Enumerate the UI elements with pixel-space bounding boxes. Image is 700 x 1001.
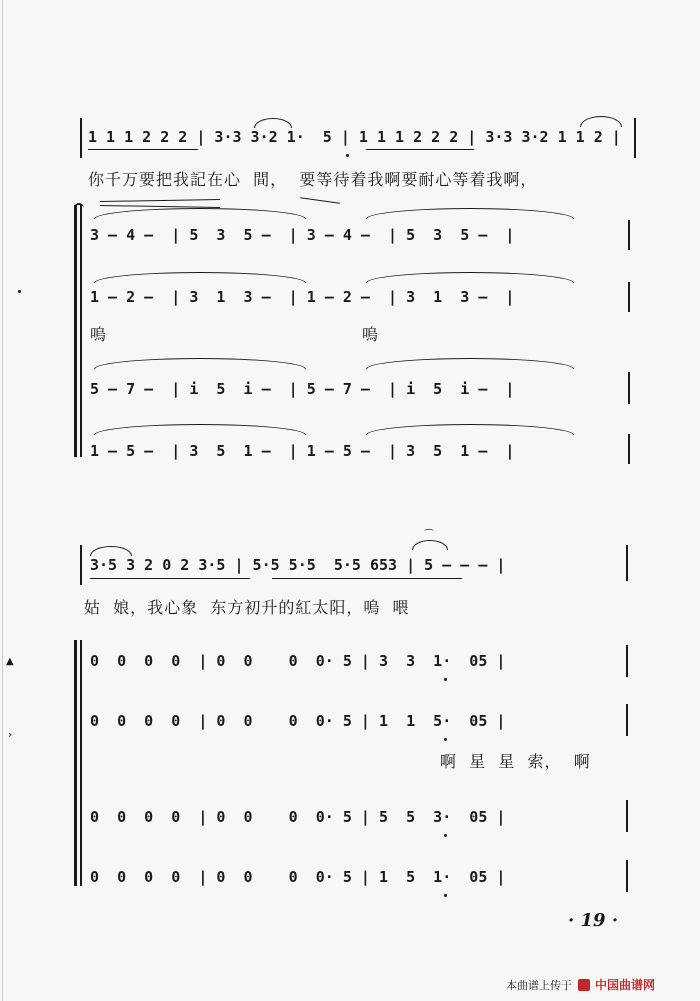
barline	[626, 645, 628, 677]
voice-2-lyric-b: 嗚	[362, 325, 380, 344]
octave-dot	[444, 678, 447, 681]
decrescendo-mark	[300, 197, 340, 204]
voice-1-line: 0 0 0 0 | 0 0 0 0· 5 | 3 3 1· 05 |	[90, 652, 506, 670]
barline	[626, 545, 628, 581]
voice-2-lyric: 啊 星 星 索， 啊	[440, 752, 591, 771]
slur-mark	[412, 540, 448, 550]
barline	[628, 372, 630, 404]
voice-2-line: 1 – 2 – | 3 1 3 – | 1 – 2 – | 3 1 3 – |	[90, 288, 515, 306]
octave-dot	[346, 154, 349, 157]
barline	[626, 704, 628, 736]
footer-text: 本曲谱上传于	[506, 979, 572, 992]
barline	[80, 545, 82, 585]
slur-mark	[94, 208, 306, 219]
underline-mark	[366, 149, 474, 150]
system-brace-hook	[74, 203, 84, 211]
page-number: · 19 ·	[568, 910, 619, 931]
melody-line-1: 1 1 1 2 2 2 | 3·3 3·2 1· 5 | 1 1 1 2 2 2 | 3·3 3·2 1 1 2 |	[88, 128, 621, 146]
system-bar	[80, 640, 82, 886]
margin-mark: ›	[8, 728, 13, 741]
margin-mark: ▲	[6, 656, 14, 667]
slur-mark	[366, 272, 574, 283]
barline	[626, 800, 628, 832]
voice-4-line: 1 – 5 – | 3 5 1 – | 1 – 5 – | 3 5 1 – |	[90, 442, 515, 460]
octave-dot	[444, 834, 447, 837]
voice-3-line: 5 – 7 – | i 5 i – | 5 – 7 – | i 5 i – |	[90, 380, 515, 398]
page-edge-line	[2, 0, 3, 1001]
melody-line-2: 3·5 3 2 0 2 3·5 | 5·5 5·5 5·5 653 | 5 – – – |	[90, 556, 506, 574]
voice-1-line: 3 – 4 – | 5 3 5 – | 3 – 4 – | 5 3 5 – |	[90, 226, 515, 244]
slur-mark	[366, 208, 574, 219]
underline-mark	[272, 578, 462, 579]
octave-dot	[444, 738, 447, 741]
barline	[634, 118, 636, 158]
barline	[80, 118, 82, 158]
barline	[628, 282, 630, 312]
underline-mark	[88, 149, 198, 150]
slur-mark	[94, 424, 306, 435]
voice-2-lyric-a: 嗚	[90, 325, 108, 344]
system-bar	[80, 205, 82, 457]
lyric-line-1: 你千万要把我記在心 間， 要等待着我啊要耐心等着我啊，	[88, 170, 538, 189]
barline	[628, 434, 630, 464]
crescendo-mark	[100, 199, 220, 202]
slur-mark	[580, 116, 622, 127]
slur-mark	[366, 424, 574, 435]
site-logo-icon	[578, 979, 590, 991]
system-brace	[74, 640, 77, 886]
slur-mark	[90, 546, 132, 556]
slur-mark	[94, 358, 306, 369]
footer	[506, 976, 655, 993]
fermata-mark: ⁀	[425, 530, 434, 541]
margin-mark	[18, 290, 21, 293]
slur-mark	[366, 358, 574, 369]
system-brace	[74, 205, 77, 457]
slur-mark	[94, 272, 306, 283]
voice-4-line: 0 0 0 0 | 0 0 0 0· 5 | 1 5 1· 05 |	[90, 868, 506, 886]
site-logo-text[interactable]: 中国曲谱网	[595, 978, 656, 992]
voice-3-line: 0 0 0 0 | 0 0 0 0· 5 | 5 5 3· 05 |	[90, 808, 506, 826]
lyric-line-2: 姑 娘，我心象 东方初升的紅太阳，嗚 喂	[84, 598, 410, 617]
barline	[628, 220, 630, 250]
slur-mark	[254, 118, 292, 128]
barline	[626, 860, 628, 892]
octave-dot	[444, 894, 447, 897]
voice-2-line: 0 0 0 0 | 0 0 0 0· 5 | 1 1 5· 05 |	[90, 712, 506, 730]
underline-mark	[90, 578, 250, 579]
